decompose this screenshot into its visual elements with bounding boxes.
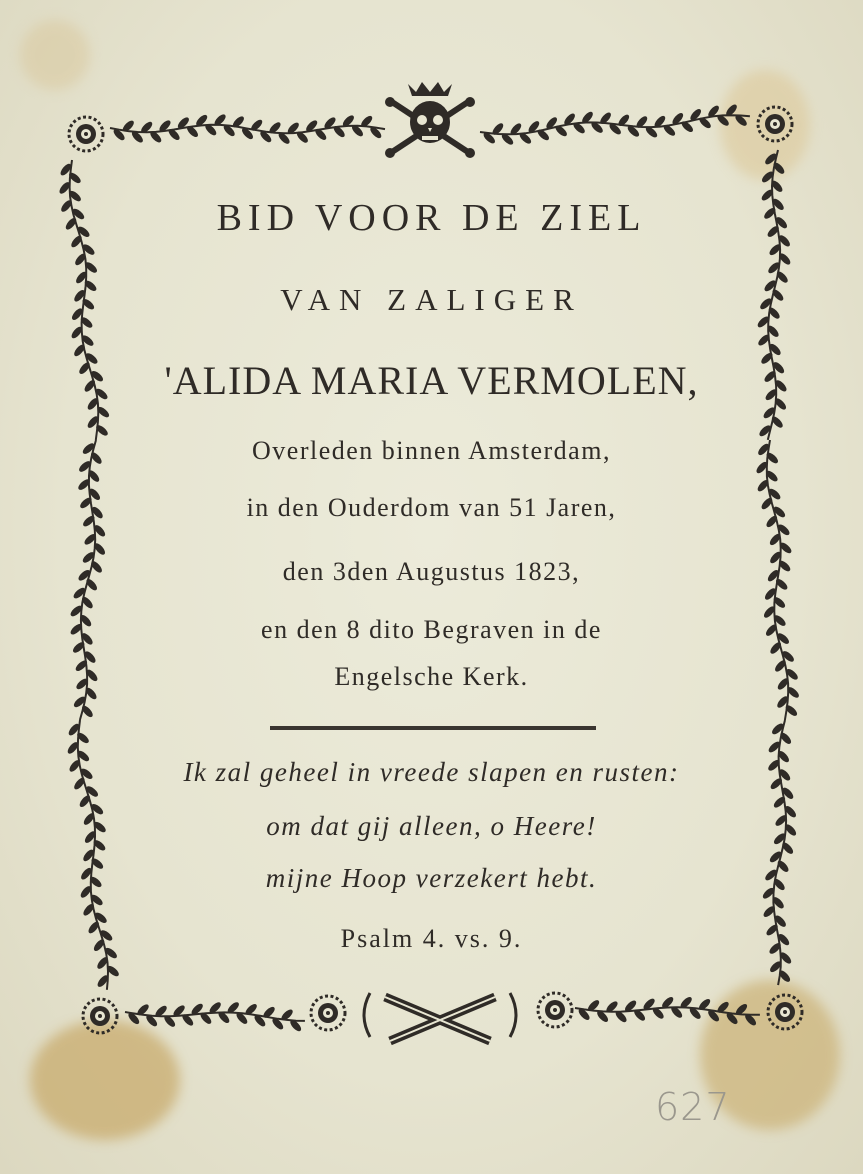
age-at-death: in den Ouderdom van 51 Jaren, <box>246 493 617 522</box>
rosette-icon <box>311 996 345 1030</box>
verse-line-1: Ik zal geheel in vreede slapen en rusten: <box>183 757 680 787</box>
divider-rule <box>270 726 596 730</box>
heading-of-the-late: VAN ZALIGER <box>280 282 583 317</box>
burial-place: Engelsche Kerk. <box>334 662 529 691</box>
deceased-name: 'ALIDA MARIA VERMOLEN, <box>164 358 699 403</box>
garland-stem <box>70 160 99 440</box>
heading-pray-for-soul: BID VOOR DE ZIEL <box>216 197 647 239</box>
death-date: den 3den Augustus 1823, <box>282 557 581 586</box>
rosette-icon <box>83 999 117 1033</box>
verse-line-2: om dat gij alleen, o Heere! <box>266 811 597 841</box>
burial-date: en den 8 dito Begraven in de <box>261 615 602 644</box>
rosette-icon <box>69 117 103 151</box>
handwritten-catalog-number: 627 <box>655 1085 731 1129</box>
death-place: Overleden binnen Amsterdam, <box>252 436 611 465</box>
crossed-torches-icon <box>364 993 516 1041</box>
rosette-icon <box>758 107 792 141</box>
skull-icon <box>385 82 475 158</box>
psalm-reference: Psalm 4. vs. 9. <box>340 924 523 953</box>
rosette-icon <box>538 993 572 1027</box>
verse-line-3: mijne Hoop verzekert hebt. <box>265 863 598 893</box>
rosette-icon <box>768 995 802 1029</box>
